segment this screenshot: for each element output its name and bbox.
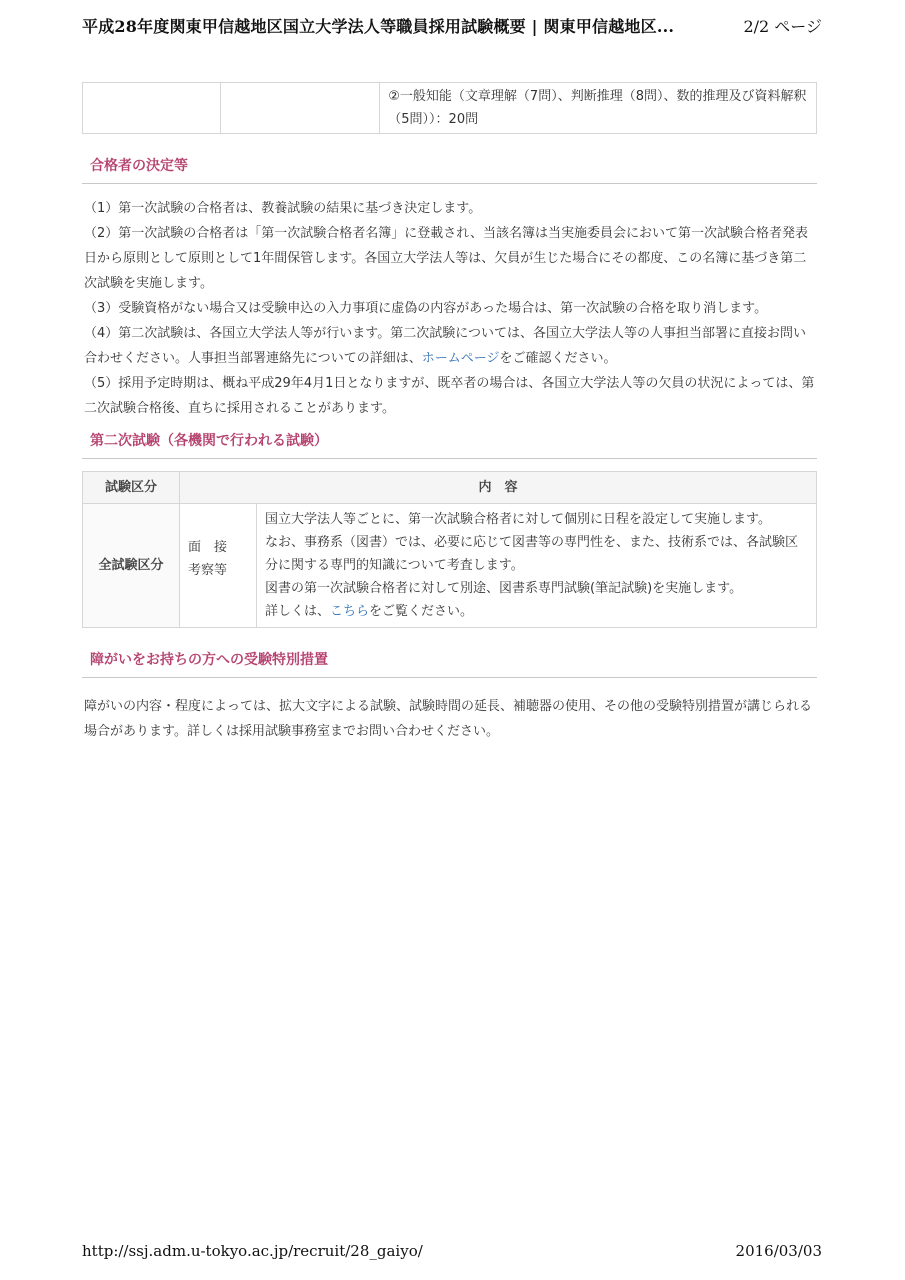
detail-cell [257,504,817,628]
list-item [82,321,817,371]
second-exam-table [82,471,817,628]
method-assessment: 考察等 [188,563,228,578]
print-header-title: 平成28年度関東甲信越地区国立大学法人等職員採用試験概要 | 関東甲信越地区... [82,17,675,36]
list-item: （2）第一次試験の合格者は「第一次試験合格者名簿」に登載され、当該名簿は当実施委員会において第一次試験合格者発表日から原則として原則として1年間保管します。各国立大学法人等は、欠員が生じた場合にその都度、この名簿に基づき第二次試験を実施します。 [84,226,809,291]
column-header-category: 試験区分 [83,472,180,504]
section-heading-second-exam: 第二次試験（各機関で行われる試験） [82,429,817,459]
item4-text-after: をご確認ください。 [499,351,617,366]
list-item: （1）第一次試験の合格者は、教養試験の結果に基づき決定します。 [84,201,482,216]
special-measures-text: 障がいの内容・程度によっては、拡大文字による試験、試験時間の延長、補聴器の使用、その他の受験特別措置が講じられる場合があります。詳しくは採用試験事務室までお問い合わせください。 [84,699,813,739]
detail-line [265,600,808,623]
print-footer [82,1242,822,1260]
table-header-row [83,472,817,504]
detail-line: 国立大学法人等ごとに、第一次試験合格者に対して個別に日程を設定して実施します。 [265,512,771,527]
table-cell-empty [83,83,221,134]
list-item: （5）採用予定時期は、概ね平成29年4月1日となりますが、既卒者の場合は、各国立大学法人等の欠員の状況によっては、第二次試験合格後、直ちに採用されることがあります。 [84,376,815,416]
print-footer-date: 2016/03/03 [735,1242,822,1260]
detail-line: なお、事務系（図書）では、必要に応じて図書等の専門性を、また、技術系では、各試験区分に関する専門的知識について考査します。 [265,535,799,573]
homepage-link[interactable]: ホームページ [421,351,500,366]
general-ability-cell: ②一般知能（文章理解（7問）、判断推理（8問）、数的推理及び資料解釈（5問））：20問 [380,83,817,134]
print-header [82,14,822,37]
section-heading-pass-decision: 合格者の決定等 [82,154,817,184]
method-cell [180,504,257,628]
print-header-page: 2/2 ページ [743,17,822,36]
detail-line: 図書の第一次試験合格者に対して別途、図書系専門試験(筆記試験)を実施します。 [265,581,743,596]
pass-decision-list [82,196,817,421]
section-heading-special-measures: 障がいをお持ちの方への受験特別措置 [82,648,817,678]
list-item: （3）受験資格がない場合又は受験申込の入力事項に虚偽の内容があった場合は、第一次試験の合格を取り消します。 [84,301,768,316]
detail-text-after: をご覧ください。 [369,604,474,619]
table-row [83,504,817,628]
page-content [82,82,817,744]
method-interview: 面 接 [188,540,228,555]
table-row [83,83,817,134]
detail-text: 詳しくは、 [265,604,331,619]
table-cell-empty [220,83,379,134]
print-footer-url: http://ssj.adm.u-tokyo.ac.jp/recruit/28_gaiyo/ [82,1242,423,1260]
column-header-content: 内 容 [180,472,817,504]
exam-subjects-table-continued [82,82,817,134]
category-cell: 全試験区分 [83,504,180,628]
item4-text: （4）第二次試験は、各国立大学法人等が行います。第二次試験については、各国立大学法人等の人事担当部署に直接お問い合わせください。人事担当部署連絡先についての詳細は、 [84,326,806,366]
details-link[interactable]: こちら [330,604,370,619]
